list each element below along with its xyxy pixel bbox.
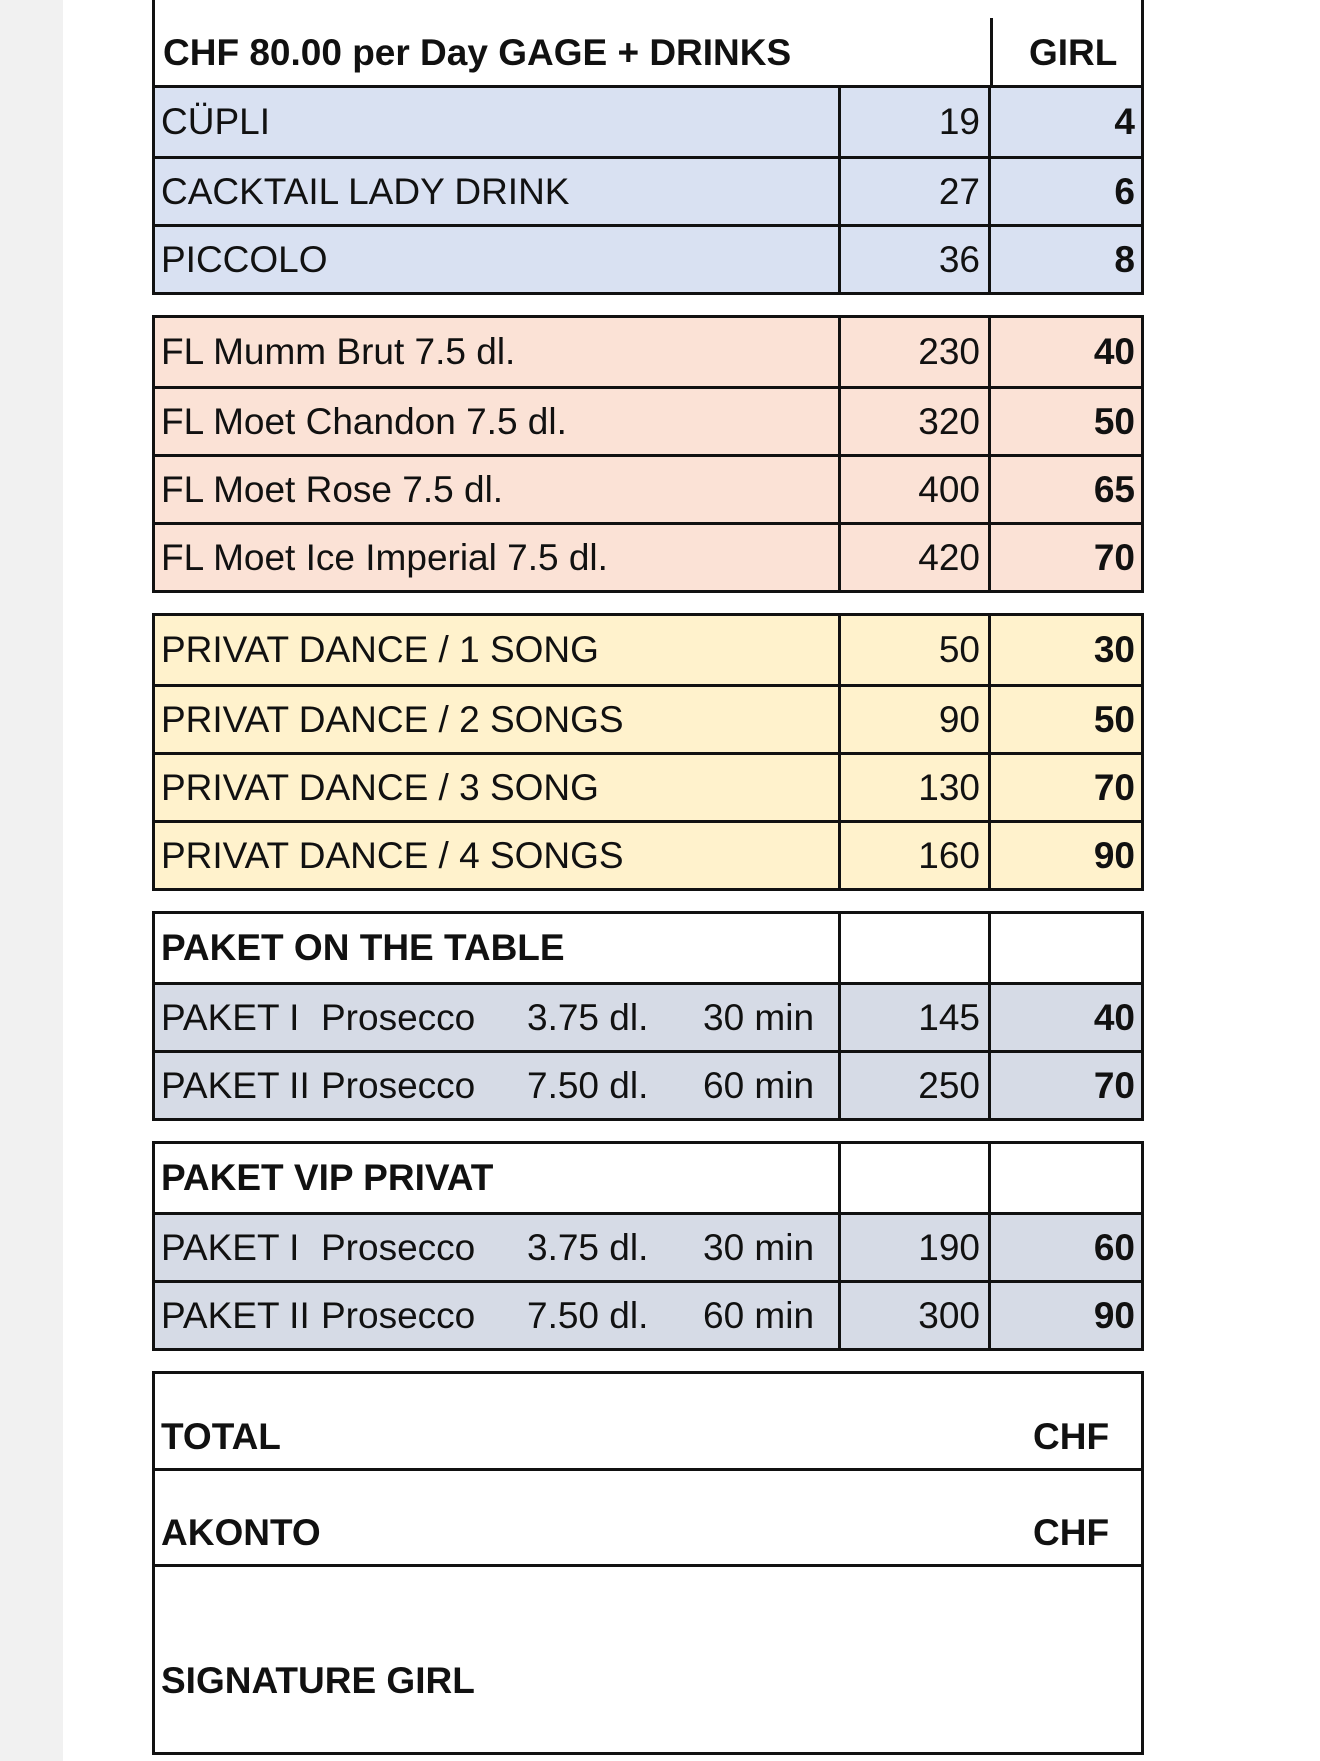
girl-share: 60 — [1093, 1226, 1135, 1268]
item-name: FL Moet Rose 7.5 dl. — [155, 457, 841, 522]
table-row — [155, 454, 1141, 522]
total-row — [155, 1374, 1141, 1468]
table-row — [155, 1212, 1141, 1280]
empty-cell — [991, 1144, 1141, 1212]
paket-drink: Prosecco — [321, 1294, 476, 1336]
summary-section — [152, 1371, 1144, 1755]
akonto-currency: CHF — [1033, 1512, 1110, 1553]
paket-drink: Prosecco — [321, 1064, 476, 1106]
item-price: 230 — [841, 318, 991, 386]
girl-share: 50 — [1093, 400, 1135, 442]
girl-share: 70 — [1093, 766, 1135, 808]
section-title: PAKET VIP PRIVAT — [155, 1144, 841, 1212]
item-price: 400 — [841, 457, 991, 522]
paket-table-section — [152, 911, 1144, 1121]
table-row — [155, 522, 1141, 590]
girl-share: 90 — [1093, 1294, 1135, 1336]
paket-volume: 3.75 dl. — [527, 1226, 649, 1268]
item-name: FL Moet Chandon 7.5 dl. — [155, 389, 841, 454]
item-name: PRIVAT DANCE / 4 SONGS — [155, 823, 841, 888]
girl-share: 40 — [1093, 331, 1135, 372]
item-price: 130 — [841, 755, 991, 820]
bottles-section — [152, 315, 1144, 593]
paket-label: PAKET I — [161, 996, 300, 1038]
girl-share: 65 — [1093, 468, 1135, 510]
akonto-label: AKONTO — [161, 1512, 321, 1553]
table-row — [155, 684, 1141, 752]
table-row — [155, 88, 1141, 156]
table-row — [155, 386, 1141, 454]
item-price: 145 — [841, 985, 991, 1050]
girl-share: 70 — [1093, 536, 1135, 578]
girl-share: 30 — [1093, 629, 1135, 670]
table-row — [155, 1280, 1141, 1348]
item-name: CÜPLI — [155, 88, 841, 156]
item-price: 50 — [841, 616, 991, 684]
paket-label: PAKET II — [161, 1294, 310, 1336]
drinks-section — [152, 85, 1144, 295]
price-sheet — [152, 0, 1144, 1755]
item-price: 27 — [841, 159, 991, 224]
table-row — [155, 318, 1141, 386]
item-name: FL Mumm Brut 7.5 dl. — [155, 318, 841, 386]
paket-volume: 3.75 dl. — [527, 996, 649, 1038]
paket-label: PAKET II — [161, 1064, 310, 1106]
paket-duration: 60 min — [703, 1294, 815, 1336]
sheet-title: CHF 80.00 per Day GAGE + DRINKS — [163, 32, 792, 73]
total-currency: CHF — [1033, 1416, 1110, 1457]
paket-drink: Prosecco — [321, 996, 476, 1038]
table-row — [155, 820, 1141, 888]
item-name: FL Moet Ice Imperial 7.5 dl. — [155, 525, 841, 590]
paket-name — [155, 985, 841, 1050]
paket-vip-section — [152, 1141, 1144, 1351]
paket-volume: 7.50 dl. — [527, 1064, 649, 1106]
table-row — [155, 1050, 1141, 1118]
item-price: 90 — [841, 687, 991, 752]
item-price: 300 — [841, 1283, 991, 1348]
item-name: PRIVAT DANCE / 1 SONG — [155, 616, 841, 684]
item-price: 160 — [841, 823, 991, 888]
empty-cell — [841, 1144, 991, 1212]
item-price: 36 — [841, 227, 991, 292]
paket-drink: Prosecco — [321, 1226, 476, 1268]
empty-cell — [841, 914, 991, 982]
girl-column-header: GIRL — [1029, 32, 1118, 73]
item-name: PRIVAT DANCE / 3 SONG — [155, 755, 841, 820]
girl-share: 4 — [1114, 101, 1135, 142]
paket-label: PAKET I — [161, 1226, 300, 1268]
item-price: 250 — [841, 1053, 991, 1118]
paket-name — [155, 1215, 841, 1280]
paket-duration: 30 min — [703, 1226, 815, 1268]
paket-duration: 60 min — [703, 1064, 815, 1106]
paket-name — [155, 1283, 841, 1348]
private-dance-section — [152, 613, 1144, 891]
table-row — [155, 224, 1141, 292]
total-label: TOTAL — [161, 1416, 281, 1457]
item-price: 320 — [841, 389, 991, 454]
item-name: PICCOLO — [155, 227, 841, 292]
section-title: PAKET ON THE TABLE — [155, 914, 841, 982]
sheet-header — [152, 0, 1144, 85]
girl-share: 70 — [1093, 1064, 1135, 1106]
paket-duration: 30 min — [703, 996, 815, 1038]
girl-share: 90 — [1093, 834, 1135, 876]
empty-cell — [991, 914, 1141, 982]
girl-share: 40 — [1093, 996, 1135, 1038]
item-price: 190 — [841, 1215, 991, 1280]
table-row — [155, 982, 1141, 1050]
table-row — [155, 156, 1141, 224]
table-row — [155, 752, 1141, 820]
item-price: 420 — [841, 525, 991, 590]
section-title-row — [155, 1144, 1141, 1212]
item-name: CACKTAIL LADY DRINK — [155, 159, 841, 224]
item-price: 19 — [841, 88, 991, 156]
girl-share: 6 — [1114, 170, 1135, 212]
girl-share: 50 — [1093, 698, 1135, 740]
girl-share: 8 — [1114, 238, 1135, 280]
section-title-row — [155, 914, 1141, 982]
item-name: PRIVAT DANCE / 2 SONGS — [155, 687, 841, 752]
paket-name — [155, 1053, 841, 1118]
akonto-row — [155, 1468, 1141, 1564]
signature-label: SIGNATURE GIRL — [161, 1660, 475, 1701]
table-row — [155, 616, 1141, 684]
header-divider — [990, 18, 993, 85]
page-margin-strip — [0, 0, 63, 1761]
paket-volume: 7.50 dl. — [527, 1294, 649, 1336]
signature-row — [155, 1564, 1141, 1752]
